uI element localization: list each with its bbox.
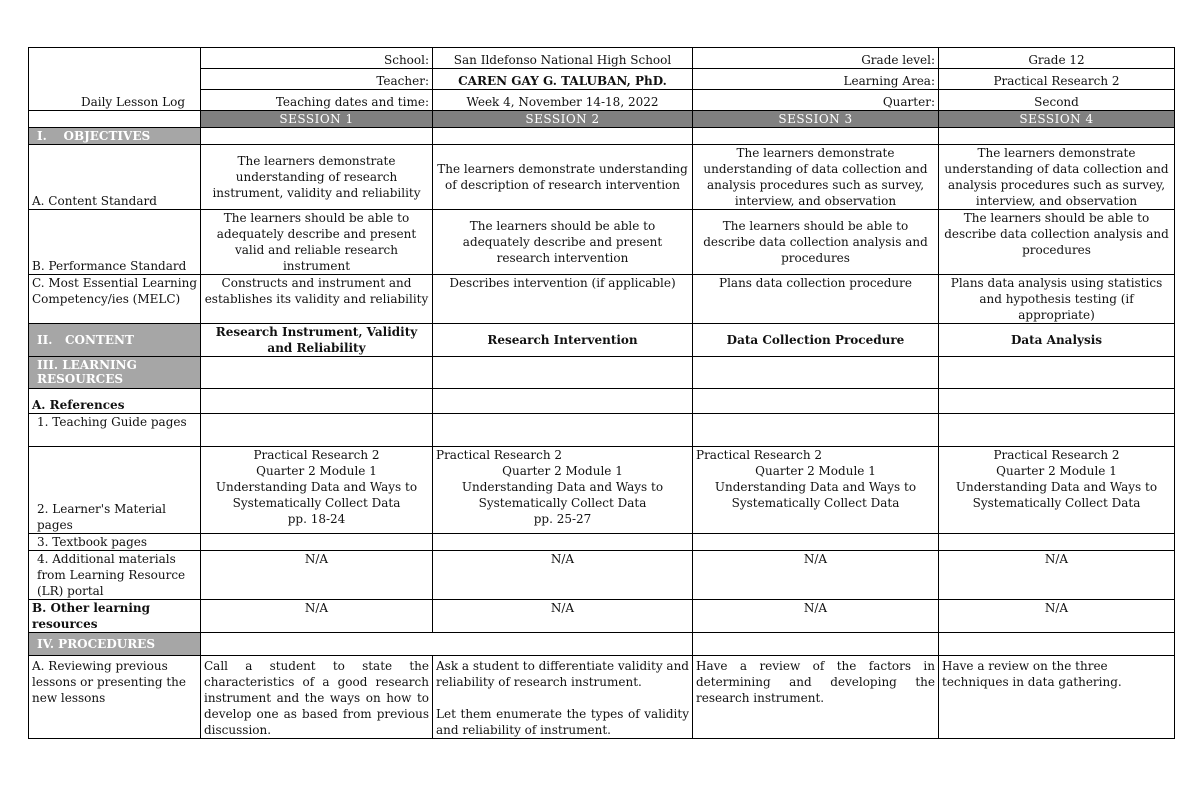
additional-s1: N/A xyxy=(201,551,433,600)
content-standard-s3: The learners demonstrate understanding of data collection and analysis procedures such as survey, interview, and observation xyxy=(693,145,939,210)
reviewing-s1: Call a student to state the characteristics of a good research instrument and the ways on how to develop one as based from previous discussion. xyxy=(201,656,433,739)
reviewing-s2 xyxy=(433,656,693,739)
sessions-corner xyxy=(29,111,201,128)
lm-module: Understanding Data and Ways to Systematically Collect Data xyxy=(461,480,664,510)
melc-s1: Constructs and instrument and establishes its validity and reliability xyxy=(201,275,433,324)
session-1-header: SESSION 1 xyxy=(201,111,433,128)
performance-standard-s3: The learners should be able to describe data collection analysis and procedures xyxy=(693,210,939,275)
content-standard-s2: The learners demonstrate understanding of description of research intervention xyxy=(433,145,693,210)
lm-quarter: Quarter 2 Module 1 xyxy=(256,464,377,478)
reviewing-s3: Have a review of the factors in determining and developing the research instrument. xyxy=(693,656,939,739)
section-procedures: IV. PROCEDURES xyxy=(29,633,201,656)
content-s1: Research Instrument, Validity and Reliability xyxy=(201,324,433,357)
other-resources-label: B. Other learning resources xyxy=(29,600,201,633)
quarter-label: Quarter: xyxy=(693,90,939,111)
lm-title: Practical Research 2 xyxy=(436,448,563,462)
additional-s4: N/A xyxy=(939,551,1175,600)
lm-title: Practical Research 2 xyxy=(993,448,1120,462)
lm-module: Understanding Data and Ways to Systematically Collect Data xyxy=(714,480,917,510)
daily-lesson-log-title: Daily Lesson Log xyxy=(29,48,201,111)
reviewing-s2-part2: Let them enumerate the types of validity and reliability of instrument. xyxy=(436,707,689,737)
other-s2: N/A xyxy=(433,600,693,633)
performance-standard-s4: The learners should be able to describe data collection analysis and procedures xyxy=(939,210,1175,275)
content-standard-label: A. Content Standard xyxy=(29,145,201,210)
reviewing-s4: Have a review on the three techniques in data gathering. xyxy=(939,656,1175,739)
quarter-value: Second xyxy=(939,90,1175,111)
content-standard-s4: The learners demonstrate understanding of data collection and analysis procedures such as survey, interview, and observation xyxy=(939,145,1175,210)
melc-s4: Plans data analysis using statistics and hypothesis testing (if appropriate) xyxy=(939,275,1175,324)
session-4-header: SESSION 4 xyxy=(939,111,1175,128)
textbook-label: 3. Textbook pages xyxy=(29,534,201,551)
teacher-label: Teacher: xyxy=(201,69,433,90)
content-s4: Data Analysis xyxy=(939,324,1175,357)
performance-standard-label: B. Performance Standard xyxy=(29,210,201,275)
reviewing-label: A. Reviewing previous lessons or presenting the new lessons xyxy=(29,656,201,739)
performance-standard-s1: The learners should be able to adequately describe and present valid and reliable research instrument xyxy=(201,210,433,275)
melc-label: C. Most Essential Learning Competency/ies (MELC) xyxy=(29,275,201,324)
teacher-value: CAREN GAY G. TALUBAN, PhD. xyxy=(433,69,693,90)
lm-quarter: Quarter 2 Module 1 xyxy=(502,464,623,478)
content-s3: Data Collection Procedure xyxy=(693,324,939,357)
learners-material-s3 xyxy=(693,447,939,534)
learning-area-value: Practical Research 2 xyxy=(939,69,1175,90)
reviewing-s2-part1: Ask a student to differentiate validity and reliability of research instrument. xyxy=(436,659,689,689)
lm-pages: pp. 25-27 xyxy=(533,512,592,526)
other-s4: N/A xyxy=(939,600,1175,633)
additional-s2: N/A xyxy=(433,551,693,600)
learning-area-label: Learning Area: xyxy=(693,69,939,90)
school-label: School: xyxy=(201,48,433,69)
lesson-log-table xyxy=(28,47,1175,739)
session-2-header: SESSION 2 xyxy=(433,111,693,128)
learners-material-s2 xyxy=(433,447,693,534)
lm-module: Understanding Data and Ways to Systematically Collect Data xyxy=(955,480,1158,510)
teaching-dates-label: Teaching dates and time: xyxy=(201,90,433,111)
lm-quarter: Quarter 2 Module 1 xyxy=(755,464,876,478)
school-value: San Ildefonso National High School xyxy=(433,48,693,69)
additional-s3: N/A xyxy=(693,551,939,600)
performance-standard-s2: The learners should be able to adequately describe and present research intervention xyxy=(433,210,693,275)
learners-material-label: 2. Learner's Material pages xyxy=(29,447,201,534)
grade-level-value: Grade 12 xyxy=(939,48,1175,69)
session-3-header: SESSION 3 xyxy=(693,111,939,128)
teaching-dates-value: Week 4, November 14-18, 2022 xyxy=(433,90,693,111)
lm-title: Practical Research 2 xyxy=(253,448,380,462)
teaching-guide-label: 1. Teaching Guide pages xyxy=(29,414,201,447)
melc-s2: Describes intervention (if applicable) xyxy=(433,275,693,324)
lm-title: Practical Research 2 xyxy=(696,448,823,462)
additional-materials-label: 4. Additional materials from Learning Resource (LR) portal xyxy=(29,551,201,600)
melc-s3: Plans data collection procedure xyxy=(693,275,939,324)
references-label: A. References xyxy=(29,389,201,414)
content-s2: Research Intervention xyxy=(433,324,693,357)
content-standard-s1: The learners demonstrate understanding of research instrument, validity and reliability xyxy=(201,145,433,210)
section-learning-resources: III. LEARNING RESOURCES xyxy=(29,357,201,389)
other-s3: N/A xyxy=(693,600,939,633)
lm-module: Understanding Data and Ways to Systematically Collect Data xyxy=(215,480,418,510)
lm-quarter: Quarter 2 Module 1 xyxy=(996,464,1117,478)
section-objectives: I. OBJECTIVES xyxy=(29,128,201,145)
learners-material-s1 xyxy=(201,447,433,534)
grade-level-label: Grade level: xyxy=(693,48,939,69)
learners-material-s4 xyxy=(939,447,1175,534)
lm-pages: pp. 18-24 xyxy=(287,512,346,526)
other-s1: N/A xyxy=(201,600,433,633)
section-content: II. CONTENT xyxy=(29,324,201,357)
daily-lesson-log-page xyxy=(28,47,1174,739)
